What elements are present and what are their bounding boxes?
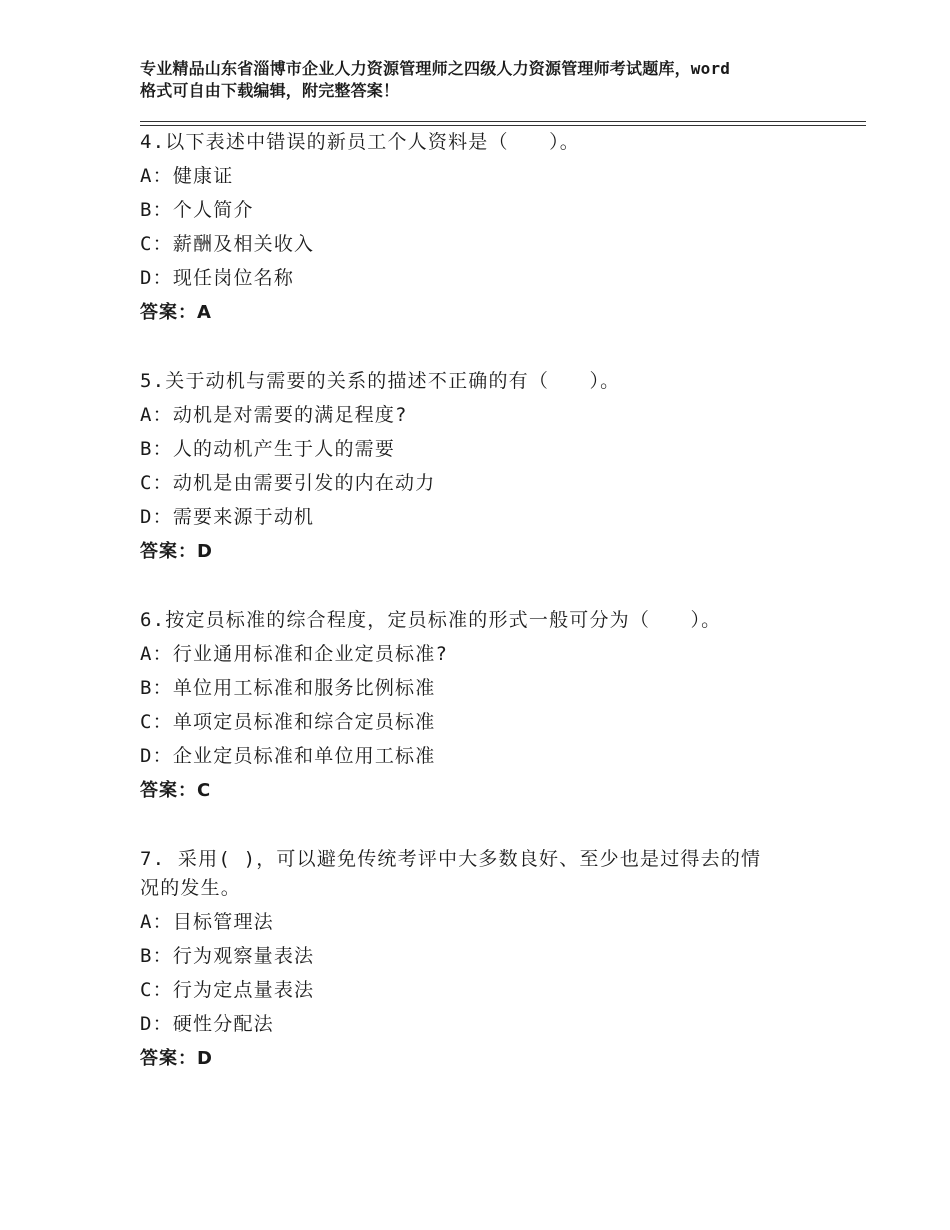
header-line-1: 专业精品山东省淄博市企业人力资源管理师之四级人力资源管理师考试题库，word: [140, 59, 731, 78]
question-stem: 4.以下表述中错误的新员工个人资料是（ ）。: [140, 131, 580, 153]
question-stem: [140, 845, 830, 903]
option-a: A：动机是对需要的满足程度?: [140, 404, 408, 426]
answer-line: [140, 1044, 830, 1073]
answer-value: A: [197, 302, 212, 323]
question-stem: 5.关于动机与需要的关系的描述不正确的有（ ）。: [140, 370, 621, 392]
question-stem-line-1: 7. 采用( )，可以避免传统考评中大多数良好、至少也是过得去的情: [140, 848, 762, 870]
answer-line: [140, 537, 830, 566]
question-7: [140, 845, 830, 1073]
option-a: A：目标管理法: [140, 911, 274, 933]
option-b: B：个人简介: [140, 199, 254, 221]
option-d: D：需要来源于动机: [140, 506, 315, 528]
option-d: D：硬性分配法: [140, 1013, 274, 1035]
option-b: B：人的动机产生于人的需要: [140, 438, 396, 460]
option-a: A：健康证: [140, 165, 234, 187]
option-c: C：行为定点量表法: [140, 979, 315, 1001]
question-5: [140, 367, 830, 566]
option-a: A：行业通用标准和企业定员标准?: [140, 643, 449, 665]
option-c: C：薪酬及相关收入: [140, 233, 315, 255]
option-d: D：现任岗位名称: [140, 267, 295, 289]
answer-value: C: [197, 780, 212, 801]
question-stem: 6.按定员标准的综合程度，定员标准的形式一般可分为（ ）。: [140, 609, 722, 631]
answer-value: D: [197, 541, 213, 562]
option-d: D：企业定员标准和单位用工标准: [140, 745, 436, 767]
answer-value: D: [197, 1048, 213, 1069]
option-b: B：行为观察量表法: [140, 945, 315, 967]
header-divider-top: [140, 121, 866, 122]
header-line-2: 格式可自由下载编辑，附完整答案！: [140, 81, 400, 100]
option-c: C：动机是由需要引发的内在动力: [140, 472, 436, 494]
answer-label: 答案：: [140, 302, 197, 323]
document-header: [140, 58, 840, 102]
answer-line: [140, 298, 830, 327]
answer-line: [140, 776, 830, 805]
header-divider-bottom: [140, 125, 866, 126]
question-4: [140, 128, 830, 327]
answer-label: 答案：: [140, 541, 197, 562]
question-stem-line-2: 况的发生。: [140, 877, 242, 899]
option-b: B：单位用工标准和服务比例标准: [140, 677, 436, 699]
question-6: [140, 606, 830, 805]
answer-label: 答案：: [140, 1048, 197, 1069]
option-c: C：单项定员标准和综合定员标准: [140, 711, 436, 733]
answer-label: 答案：: [140, 780, 197, 801]
